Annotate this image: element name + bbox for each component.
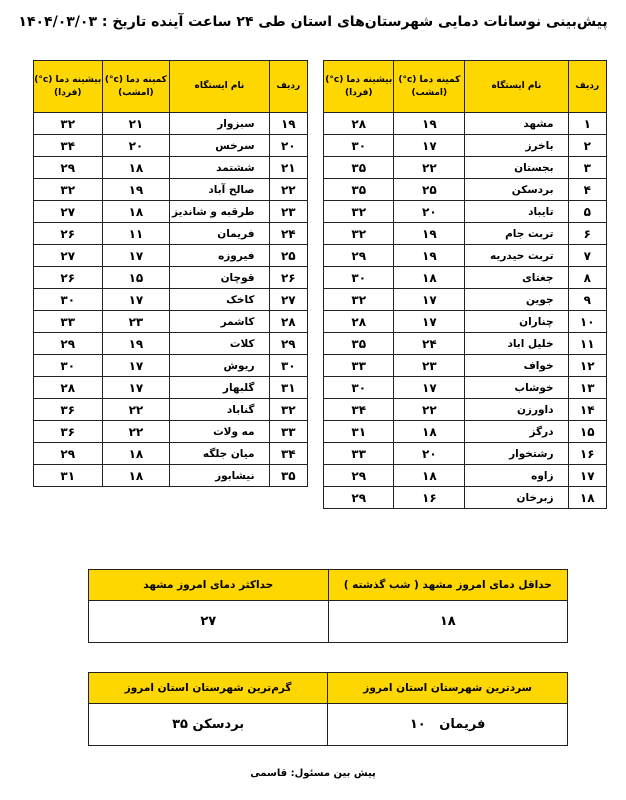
station-name: سبزوار [170, 113, 269, 135]
min-temp: ۲۲ [394, 157, 465, 179]
row-number: ۱۱ [568, 333, 606, 355]
max-temp: ۳۰ [34, 289, 103, 311]
min-temp: ۱۷ [394, 377, 465, 399]
station-name: جغتای [465, 267, 568, 289]
max-temp: ۲۶ [34, 267, 103, 289]
row-number: ۱۵ [568, 421, 606, 443]
row-number: ۱۹ [269, 113, 307, 135]
table-row [324, 267, 607, 289]
row-number: ۲۳ [269, 201, 307, 223]
row-number: ۲۰ [269, 135, 307, 157]
station-name: ریوش [170, 355, 269, 377]
max-temp: ۲۹ [324, 465, 394, 487]
stations-table-right [323, 60, 607, 509]
min-temp: ۱۸ [394, 267, 465, 289]
table-row [34, 223, 308, 245]
row-number: ۲ [568, 135, 606, 157]
row-number: ۲۹ [269, 333, 307, 355]
table-row [324, 223, 607, 245]
max-temp: ۲۸ [324, 113, 394, 135]
coldest-value: فریمان ۱۰ [328, 704, 568, 746]
row-number: ۱۲ [568, 355, 606, 377]
station-name: بجستان [465, 157, 568, 179]
mashhad-max-value: ۲۷ [89, 601, 329, 643]
row-number: ۳۰ [269, 355, 307, 377]
table-row [34, 289, 308, 311]
table-row [34, 179, 308, 201]
min-temp: ۱۹ [394, 245, 465, 267]
station-name: مه ولات [170, 421, 269, 443]
station-name: سرخس [170, 135, 269, 157]
station-name: زبرخان [465, 487, 568, 509]
coldest-label: سردترین شهرستان استان امروز [328, 673, 568, 704]
station-name: نیشابور [170, 465, 269, 487]
min-temp: ۱۷ [394, 311, 465, 333]
table-row [34, 465, 308, 487]
max-temp: ۳۲ [34, 179, 103, 201]
table-row [324, 333, 607, 355]
station-name: ششتمد [170, 157, 269, 179]
station-name: گناباد [170, 399, 269, 421]
min-temp: ۱۷ [394, 135, 465, 157]
station-name: کاخک [170, 289, 269, 311]
max-temp: ۳۵ [324, 333, 394, 355]
station-name: درگز [465, 421, 568, 443]
max-temp: ۳۲ [324, 289, 394, 311]
station-name: خوشاب [465, 377, 568, 399]
table-row [34, 377, 308, 399]
hottest-label: گرم‌ترین شهرستان استان امروز [89, 673, 328, 704]
table-row [34, 245, 308, 267]
station-name: تربت جام [465, 223, 568, 245]
row-number: ۳۳ [269, 421, 307, 443]
max-temp: ۲۹ [324, 487, 394, 509]
max-temp: ۳۰ [34, 355, 103, 377]
table-row [324, 289, 607, 311]
min-temp: ۲۴ [394, 333, 465, 355]
row-number: ۹ [568, 289, 606, 311]
min-temp: ۱۹ [394, 223, 465, 245]
min-temp: ۲۲ [394, 399, 465, 421]
table-row [324, 421, 607, 443]
row-number: ۳۵ [269, 465, 307, 487]
min-temp: ۲۰ [102, 135, 170, 157]
col-station-header: نام ایستگاه [465, 61, 568, 113]
table-row [34, 201, 308, 223]
max-temp: ۳۶ [34, 399, 103, 421]
row-number: ۳۴ [269, 443, 307, 465]
row-number: ۱۸ [568, 487, 606, 509]
min-temp: ۱۶ [394, 487, 465, 509]
min-temp: ۱۷ [102, 377, 170, 399]
table-row [324, 487, 607, 509]
table-row [324, 135, 607, 157]
row-number: ۲۱ [269, 157, 307, 179]
min-temp: ۲۲ [102, 421, 170, 443]
col-min-header: کمینه دما (c°) (امشب) [102, 61, 170, 113]
table-row [324, 179, 607, 201]
station-name: بردسکن [465, 179, 568, 201]
table-row [34, 135, 308, 157]
row-number: ۱ [568, 113, 606, 135]
station-name: چناران [465, 311, 568, 333]
row-number: ۴ [568, 179, 606, 201]
station-name: کاشمر [170, 311, 269, 333]
max-temp: ۲۹ [34, 157, 103, 179]
station-name: میان جلگه [170, 443, 269, 465]
min-temp: ۱۷ [102, 289, 170, 311]
table-row [34, 355, 308, 377]
station-name: داورزن [465, 399, 568, 421]
row-number: ۵ [568, 201, 606, 223]
row-number: ۲۶ [269, 267, 307, 289]
min-temp: ۱۸ [102, 201, 170, 223]
station-name: فریمان [170, 223, 269, 245]
max-temp: ۳۴ [324, 399, 394, 421]
station-name: رشتخوار [465, 443, 568, 465]
max-temp: ۳۲ [34, 113, 103, 135]
station-name: جوین [465, 289, 568, 311]
min-temp: ۱۹ [394, 113, 465, 135]
min-temp: ۲۰ [394, 443, 465, 465]
min-temp: ۲۰ [394, 201, 465, 223]
max-temp: ۲۷ [34, 245, 103, 267]
table-row [324, 443, 607, 465]
forecaster-credit: پیش بین مسئول: قاسمی [250, 768, 376, 779]
min-temp: ۱۷ [394, 289, 465, 311]
mashhad-min-label: حداقل دمای امروز مشهد ( شب گذشته ) [328, 570, 567, 601]
min-temp: ۲۵ [394, 179, 465, 201]
table-row [324, 311, 607, 333]
min-temp: ۲۲ [102, 399, 170, 421]
max-temp: ۳۶ [34, 421, 103, 443]
table-row [324, 355, 607, 377]
station-name: تربت حیدریه [465, 245, 568, 267]
table-row [34, 333, 308, 355]
max-temp: ۳۱ [34, 465, 103, 487]
min-temp: ۱۷ [102, 355, 170, 377]
max-temp: ۲۹ [34, 443, 103, 465]
col-max-header: بیشینه دما (c°) (فردا) [324, 61, 394, 113]
min-temp: ۱۸ [102, 443, 170, 465]
row-number: ۱۶ [568, 443, 606, 465]
station-name: خلیل اباد [465, 333, 568, 355]
min-temp: ۱۵ [102, 267, 170, 289]
max-temp: ۳۵ [324, 179, 394, 201]
mashhad-min-value: ۱۸ [328, 601, 567, 643]
row-number: ۷ [568, 245, 606, 267]
page-title: پیش‌بینی نوسانات دمایی شهرستان‌های استان طی ۲۴ ساعت آینده تاریخ : ۱۴۰۴/۰۳/۰۳ [18, 14, 608, 30]
station-name: باخرز [465, 135, 568, 157]
row-number: ۱۰ [568, 311, 606, 333]
col-min-header: کمینه دما (c°) (امشب) [394, 61, 465, 113]
row-number: ۳۲ [269, 399, 307, 421]
row-number: ۲۷ [269, 289, 307, 311]
table-row [324, 377, 607, 399]
max-temp: ۳۰ [324, 135, 394, 157]
station-name: تایباد [465, 201, 568, 223]
table-row [34, 421, 308, 443]
station-name: مشهد [465, 113, 568, 135]
table-row [324, 465, 607, 487]
row-number: ۲۴ [269, 223, 307, 245]
min-temp: ۱۸ [394, 465, 465, 487]
station-name: خواف [465, 355, 568, 377]
table-row [34, 113, 308, 135]
min-temp: ۱۸ [102, 465, 170, 487]
max-temp: ۲۸ [324, 311, 394, 333]
table-row [34, 399, 308, 421]
extremes-box [88, 672, 568, 746]
station-name: قوچان [170, 267, 269, 289]
min-temp: ۱۷ [102, 245, 170, 267]
col-row-header: ردیف [568, 61, 606, 113]
stations-table-left [33, 60, 308, 487]
col-max-header: بیشینه دما (c°) (فردا) [34, 61, 103, 113]
max-temp: ۳۰ [324, 377, 394, 399]
row-number: ۲۵ [269, 245, 307, 267]
mashhad-temp-box [88, 569, 568, 643]
row-number: ۱۴ [568, 399, 606, 421]
row-number: ۲۲ [269, 179, 307, 201]
min-temp: ۱۸ [394, 421, 465, 443]
station-name: گلبهار [170, 377, 269, 399]
min-temp: ۱۹ [102, 333, 170, 355]
row-number: ۳ [568, 157, 606, 179]
col-station-header: نام ایستگاه [170, 61, 269, 113]
hottest-value: بردسکن ۳۵ [89, 704, 328, 746]
max-temp: ۳۳ [324, 355, 394, 377]
max-temp: ۲۷ [34, 201, 103, 223]
min-temp: ۱۹ [102, 179, 170, 201]
max-temp: ۳۰ [324, 267, 394, 289]
mashhad-max-label: حداکثر دمای امروز مشهد [89, 570, 329, 601]
table-row [324, 157, 607, 179]
table-row [324, 399, 607, 421]
row-number: ۱۳ [568, 377, 606, 399]
min-temp: ۲۱ [102, 113, 170, 135]
min-temp: ۲۳ [102, 311, 170, 333]
min-temp: ۱۸ [102, 157, 170, 179]
table-row [324, 201, 607, 223]
max-temp: ۲۹ [34, 333, 103, 355]
max-temp: ۳۲ [324, 223, 394, 245]
max-temp: ۳۲ [324, 201, 394, 223]
table-row [34, 157, 308, 179]
max-temp: ۳۳ [34, 311, 103, 333]
row-number: ۳۱ [269, 377, 307, 399]
station-name: زاوه [465, 465, 568, 487]
max-temp: ۳۵ [324, 157, 394, 179]
max-temp: ۲۶ [34, 223, 103, 245]
station-name: طرقبه و شاندیز [170, 201, 269, 223]
max-temp: ۲۹ [324, 245, 394, 267]
max-temp: ۳۴ [34, 135, 103, 157]
row-number: ۶ [568, 223, 606, 245]
max-temp: ۳۱ [324, 421, 394, 443]
row-number: ۸ [568, 267, 606, 289]
min-temp: ۲۳ [394, 355, 465, 377]
station-name: فیروزه [170, 245, 269, 267]
min-temp: ۱۱ [102, 223, 170, 245]
col-row-header: ردیف [269, 61, 307, 113]
row-number: ۲۸ [269, 311, 307, 333]
table-row [324, 245, 607, 267]
row-number: ۱۷ [568, 465, 606, 487]
table-row [324, 113, 607, 135]
table-row [34, 311, 308, 333]
max-temp: ۲۸ [34, 377, 103, 399]
table-row [34, 267, 308, 289]
station-name: کلات [170, 333, 269, 355]
station-name: صالح آباد [170, 179, 269, 201]
table-row [34, 443, 308, 465]
max-temp: ۳۳ [324, 443, 394, 465]
